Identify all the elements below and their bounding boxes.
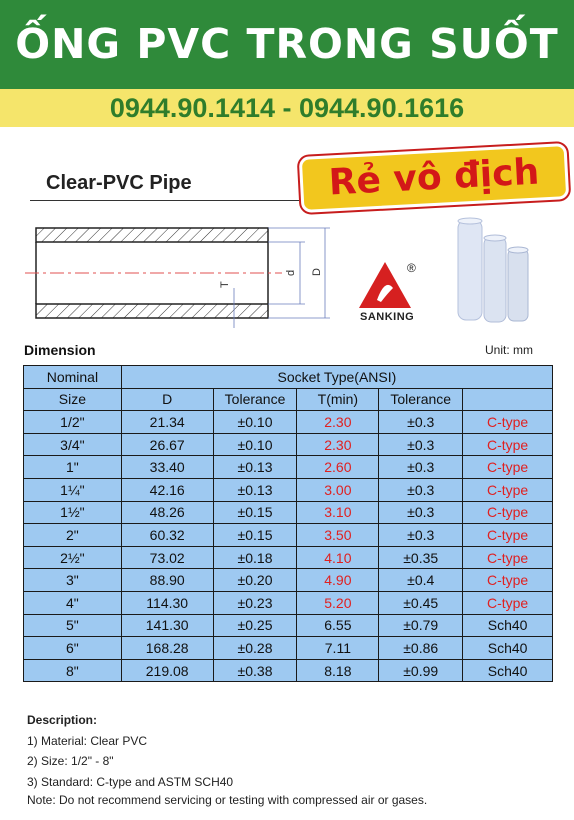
cell-D: 48.26 bbox=[121, 501, 213, 524]
cell-type: Sch40 bbox=[463, 637, 553, 660]
table-header-row bbox=[24, 366, 553, 389]
cell-D: 114.30 bbox=[121, 591, 213, 614]
cell-T-min: 5.20 bbox=[297, 591, 379, 614]
cell-size: 1/2" bbox=[24, 411, 122, 434]
table-row bbox=[24, 411, 553, 434]
table-row bbox=[24, 569, 553, 592]
label-D: D bbox=[311, 268, 323, 276]
cell-type: C-type bbox=[463, 524, 553, 547]
description-item: 3) Standard: C-type and ASTM SCH40 bbox=[27, 774, 234, 789]
cell-tolerance-D: ±0.15 bbox=[213, 524, 297, 547]
cell-T-min: 4.90 bbox=[297, 569, 379, 592]
cell-tolerance-D: ±0.18 bbox=[213, 546, 297, 569]
cell-tolerance-T: ±0.3 bbox=[379, 433, 463, 456]
clear-pipes-photo bbox=[450, 215, 565, 330]
cell-T-min: 2.30 bbox=[297, 433, 379, 456]
cell-D: 21.34 bbox=[121, 411, 213, 434]
table-row bbox=[24, 524, 553, 547]
cell-tolerance-T: ±0.3 bbox=[379, 501, 463, 524]
cell-type: C-type bbox=[463, 433, 553, 456]
label-T: T bbox=[219, 281, 231, 288]
cell-size: 5" bbox=[24, 614, 122, 637]
table-row bbox=[24, 433, 553, 456]
table-row bbox=[24, 637, 553, 660]
header-tolerance-D: Tolerance bbox=[213, 388, 297, 411]
cell-D: 141.30 bbox=[121, 614, 213, 637]
header-nominal: Nominal bbox=[24, 366, 122, 389]
table-row bbox=[24, 478, 553, 501]
cell-size: 1" bbox=[24, 456, 122, 479]
cell-T-min: 4.10 bbox=[297, 546, 379, 569]
cell-tolerance-T: ±0.86 bbox=[379, 637, 463, 660]
cell-size: 3/4" bbox=[24, 433, 122, 456]
cell-tolerance-T: ±0.99 bbox=[379, 659, 463, 682]
cell-tolerance-D: ±0.38 bbox=[213, 659, 297, 682]
cell-tolerance-T: ±0.45 bbox=[379, 591, 463, 614]
unit-label: Unit: mm bbox=[485, 343, 533, 357]
cell-tolerance-T: ±0.4 bbox=[379, 569, 463, 592]
brand-name: SANKING bbox=[360, 311, 415, 323]
cell-D: 88.90 bbox=[121, 569, 213, 592]
label-d: d bbox=[285, 269, 297, 276]
phone-numbers: 0944.90.1414 - 0944.90.1616 bbox=[109, 93, 465, 123]
dimension-table bbox=[23, 365, 553, 682]
cell-T-min: 2.30 bbox=[297, 411, 379, 434]
cell-tolerance-D: ±0.20 bbox=[213, 569, 297, 592]
cell-tolerance-D: ±0.28 bbox=[213, 637, 297, 660]
description-item: 1) Material: Clear PVC bbox=[27, 733, 148, 748]
header-tolerance-T: Tolerance bbox=[379, 388, 463, 411]
cell-size: 8" bbox=[24, 659, 122, 682]
cell-type: C-type bbox=[463, 478, 553, 501]
cell-size: 2" bbox=[24, 524, 122, 547]
dimension-heading: Dimension bbox=[24, 342, 96, 358]
note-text: Note: Do not recommend servicing or testing with compressed air or gases. bbox=[27, 793, 428, 807]
cell-type: C-type bbox=[463, 456, 553, 479]
cell-tolerance-T: ±0.3 bbox=[379, 411, 463, 434]
header-size: Size bbox=[24, 388, 122, 411]
cell-tolerance-D: ±0.13 bbox=[213, 478, 297, 501]
cell-D: 42.16 bbox=[121, 478, 213, 501]
title-banner bbox=[0, 0, 574, 89]
header-socket-type: Socket Type(ANSI) bbox=[121, 366, 552, 389]
description-item: 2) Size: 1/2" - 8" bbox=[27, 754, 114, 768]
cell-D: 219.08 bbox=[121, 659, 213, 682]
cell-size: 1¼" bbox=[24, 478, 122, 501]
cell-type: C-type bbox=[463, 569, 553, 592]
document-title: Clear-PVC Pipe bbox=[46, 172, 192, 194]
cell-D: 168.28 bbox=[121, 637, 213, 660]
cell-type: Sch40 bbox=[463, 659, 553, 682]
cell-type: C-type bbox=[463, 501, 553, 524]
table-row bbox=[24, 591, 553, 614]
cell-T-min: 3.00 bbox=[297, 478, 379, 501]
banner-title: ỐNG PVC TRONG SUỐT bbox=[15, 20, 559, 68]
cell-size: 1½" bbox=[24, 501, 122, 524]
cell-size: 4" bbox=[24, 591, 122, 614]
cell-tolerance-D: ±0.10 bbox=[213, 433, 297, 456]
phone-banner bbox=[0, 89, 574, 127]
cell-size: 3" bbox=[24, 569, 122, 592]
cell-type: C-type bbox=[463, 546, 553, 569]
cell-tolerance-D: ±0.10 bbox=[213, 411, 297, 434]
cell-tolerance-T: ±0.79 bbox=[379, 614, 463, 637]
cell-D: 33.40 bbox=[121, 456, 213, 479]
cell-T-min: 2.60 bbox=[297, 456, 379, 479]
cell-T-min: 3.10 bbox=[297, 501, 379, 524]
table-row bbox=[24, 614, 553, 637]
cell-T-min: 8.18 bbox=[297, 659, 379, 682]
table-subheader-row bbox=[24, 388, 553, 411]
cell-D: 60.32 bbox=[121, 524, 213, 547]
table-row bbox=[24, 659, 553, 682]
table-row bbox=[24, 501, 553, 524]
registered-mark: ® bbox=[407, 261, 416, 275]
cell-type: C-type bbox=[463, 591, 553, 614]
cell-tolerance-D: ±0.25 bbox=[213, 614, 297, 637]
cell-T-min: 7.11 bbox=[297, 637, 379, 660]
cell-tolerance-T: ±0.3 bbox=[379, 478, 463, 501]
table-row bbox=[24, 456, 553, 479]
cell-D: 73.02 bbox=[121, 546, 213, 569]
header-D: D bbox=[121, 388, 213, 411]
cell-tolerance-D: ±0.13 bbox=[213, 456, 297, 479]
cell-type: Sch40 bbox=[463, 614, 553, 637]
cell-tolerance-D: ±0.15 bbox=[213, 501, 297, 524]
description-block bbox=[27, 710, 233, 792]
cell-tolerance-T: ±0.3 bbox=[379, 524, 463, 547]
table-row bbox=[24, 546, 553, 569]
cell-T-min: 6.55 bbox=[297, 614, 379, 637]
pipe-cross-section-diagram bbox=[20, 218, 340, 333]
cell-size: 6" bbox=[24, 637, 122, 660]
promo-sticker-text: Rẻ vô địch bbox=[327, 151, 541, 204]
cell-T-min: 3.50 bbox=[297, 524, 379, 547]
cell-tolerance-T: ±0.35 bbox=[379, 546, 463, 569]
header-T-min: T(min) bbox=[297, 388, 379, 411]
cell-tolerance-T: ±0.3 bbox=[379, 456, 463, 479]
cell-type: C-type bbox=[463, 411, 553, 434]
cell-tolerance-D: ±0.23 bbox=[213, 591, 297, 614]
promo-sticker bbox=[299, 143, 570, 213]
cell-D: 26.67 bbox=[121, 433, 213, 456]
header-type bbox=[463, 388, 553, 411]
cell-size: 2½" bbox=[24, 546, 122, 569]
description-heading: Description: bbox=[27, 713, 98, 727]
